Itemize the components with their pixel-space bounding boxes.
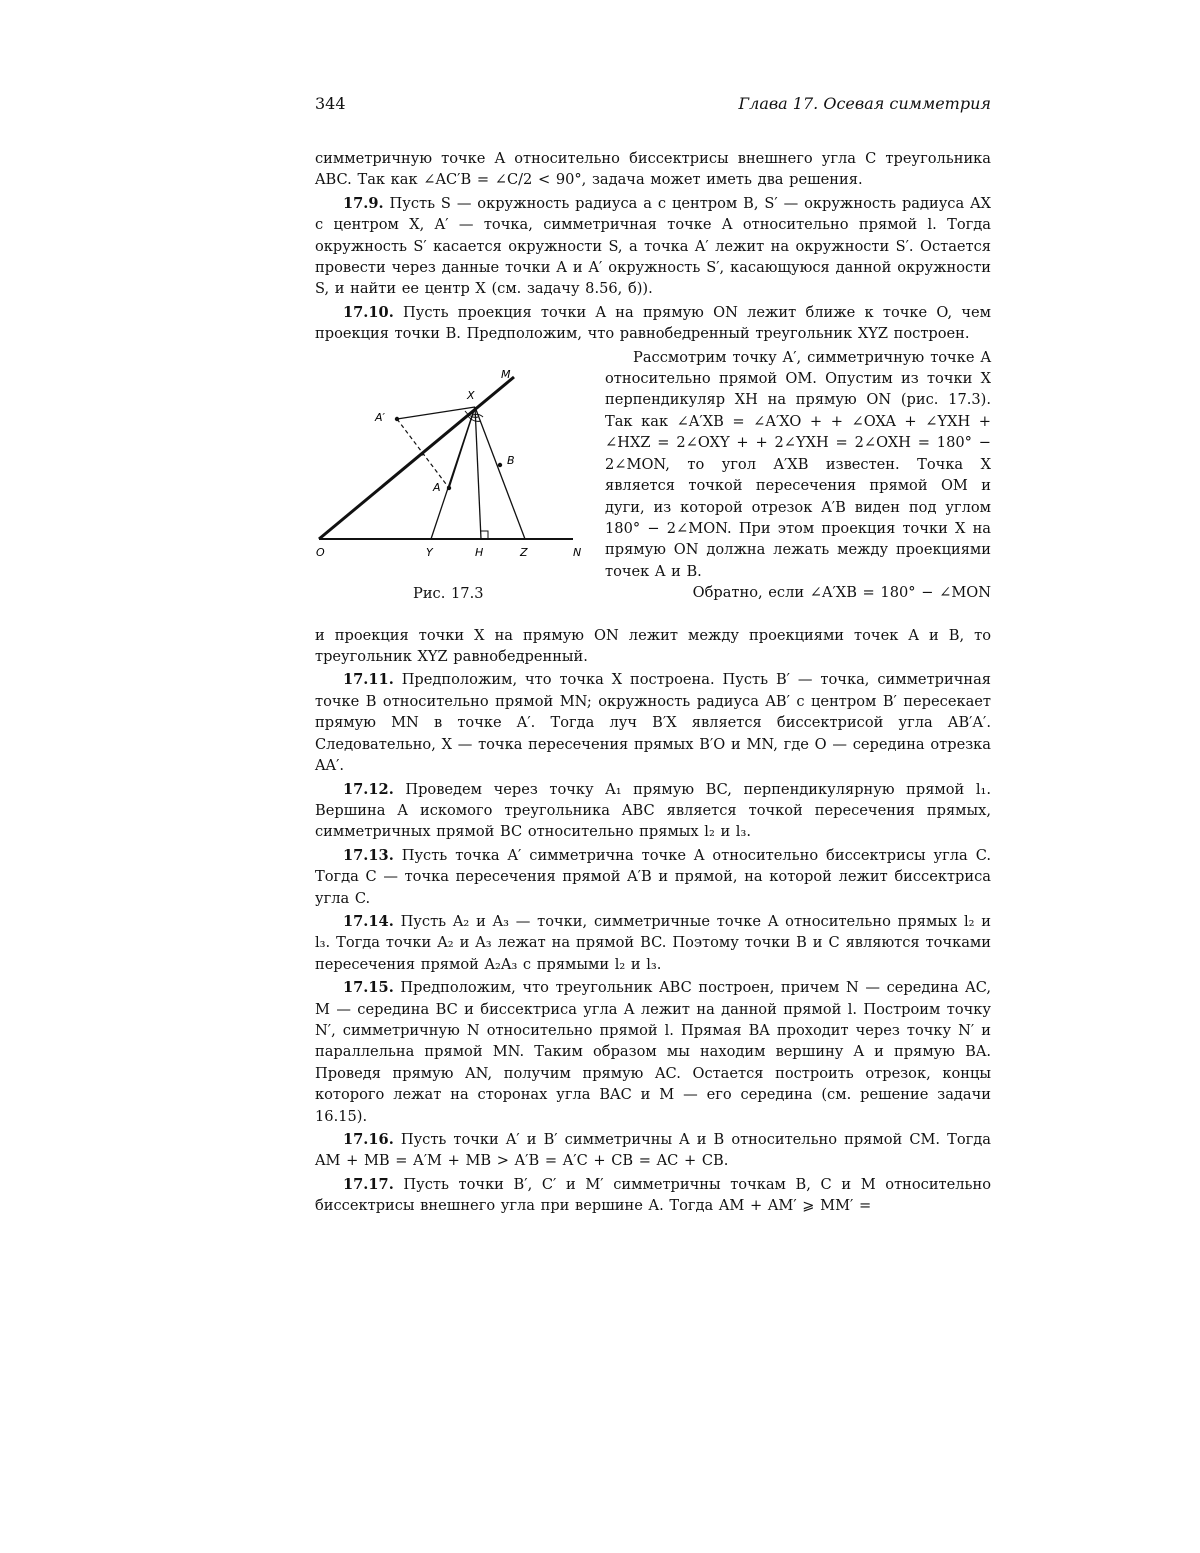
- solution-17-13: [315, 845, 991, 909]
- problem-number: 17.14.: [343, 913, 394, 930]
- paragraph: Рассмотрим точку A′, симметричную точке A относительно прямой OM. Опустим из точки X перпендикуляр XH на прямую ON (рис. 17.3). Так как ∠A′XB = ∠A′XO + + ∠OXA + ∠YXH + ∠HXZ = 2∠OXY + + 2∠YXH = 2∠OXH = 180° − 2∠MON, то угол A′XB известен. Точка X является точкой пересечения прямой OM и дуги, из которой отрезок A′B виден под углом 180° − 2∠MON. При этом проекция точки X на прямую ON должна лежать между проекциями точек A и B.: [605, 347, 991, 582]
- solution-text: Предположим, что треугольник ABC построен, причем N — середина AC, M — середина BC и биссектриса угла A лежит на данной прямой l. Построим точку N′, симметричную N относительно прямой l. Прямая BA проходит через точку N′ и параллельна прямой MN. Таким образом мы находим вершину A и прямую BA. Проведя прямую AN, получим прямую AC. Остается построить отрезок, концы которого лежат на сторонах угла BAC и M — его середина (см. решение задачи 16.15).: [315, 979, 991, 1124]
- solution-17-12: [315, 779, 991, 843]
- segment-XH: [475, 407, 481, 539]
- label-H: H: [475, 546, 483, 559]
- solution-17-15: [315, 977, 991, 1127]
- label-Y: Y: [426, 546, 434, 559]
- running-header: [315, 94, 991, 118]
- solution-17-17: [315, 1174, 991, 1217]
- problem-number: 17.17.: [343, 1176, 394, 1193]
- problem-number: 17.11.: [343, 671, 394, 688]
- figure-17-3: [315, 347, 591, 617]
- geometry-diagram: [315, 347, 591, 583]
- point-B: [498, 462, 502, 466]
- paragraph: симметричную точке A относительно биссектрисы внешнего угла C треугольника ABC. Так как ∠AC′B = ∠C/2 < 90°, задача может иметь два решения.: [315, 148, 991, 191]
- figure-caption: Рис. 17.3: [413, 583, 484, 604]
- label-M: M: [501, 368, 511, 381]
- problem-number: 17.13.: [343, 847, 394, 864]
- label-A: A: [432, 481, 441, 494]
- label-B: B: [507, 454, 515, 467]
- problem-number: 17.16.: [343, 1131, 394, 1148]
- point-A: [447, 485, 451, 489]
- solution-text: Предположим, что точка X построена. Пусть B′ — точка, симметричная точке B относительно прямой MN; окружность радиуса AB′ с центром B′ пересекает прямую MN в точке A′. Тогда луч B′X является биссектрисой угла AB′A′. Следовательно, X — точка пересечения прямых B′O и MN, где O — середина отрезка AA′.: [315, 671, 991, 774]
- label-A-prime: A′: [374, 411, 386, 424]
- label-N: N: [573, 546, 581, 559]
- solution-17-16: [315, 1129, 991, 1172]
- solution-text: Пусть S — окружность радиуса a с центром B, S′ — окружность радиуса AX с центром X, A′ — точка, симметричная точке A относительно прямой l. Тогда окружность S′ касается окружности S, а точка A′ лежит на окружности S′. Остается провести через данные точки A и A′ окружность S′, касающуюся данной окружности S, и найти ее центр X (см. задачу 8.56, б)).: [315, 195, 991, 298]
- running-title: Глава 17. Осевая симметрия: [739, 94, 991, 113]
- figure-side-text: [605, 347, 991, 604]
- body-text: [315, 148, 991, 1219]
- label-Z: Z: [519, 546, 528, 559]
- problem-number: 17.12.: [343, 781, 394, 798]
- solution-text: Пусть точки A′ и B′ симметричны A и B относительно прямой CM. Тогда AM + MB = A′M + MB > A′B = A′C + CB = AC + CB.: [315, 1131, 991, 1169]
- right-angle-mark: [481, 531, 488, 539]
- page-number: 344: [315, 94, 346, 113]
- problem-number: 17.9.: [343, 195, 384, 212]
- solution-text: Пусть A₂ и A₃ — точки, симметричные точке A относительно прямых l₂ и l₃. Тогда точки A₂ и A₃ лежат на прямой BC. Поэтому точки B и C являются точками пересечения прямой A₂A₃ с прямыми l₂ и l₃.: [315, 913, 991, 973]
- solution-17-10: [315, 302, 991, 345]
- problem-number: 17.10.: [343, 304, 394, 321]
- point-A-prime: [395, 416, 399, 420]
- paragraph: и проекция точки X на прямую ON лежит между проекциями точек A и B, то треугольник XYZ равнобедренный.: [315, 625, 991, 668]
- label-O: O: [316, 546, 325, 559]
- solution-text: Пусть точка A′ симметрична точке A относительно биссектрисы угла C. Тогда C — точка пересечения прямой A′B и прямой, на которой лежит биссектриса угла C.: [315, 847, 991, 907]
- solution-text: Пусть проекция точки A на прямую ON лежит ближе к точке O, чем проекция точки B. Предположим, что равнобедренный треугольник XYZ построен.: [315, 304, 991, 342]
- segment-XZ: [475, 407, 525, 539]
- point-midpoint: [420, 452, 423, 455]
- line-OM: [319, 377, 514, 539]
- paragraph: Обратно, если ∠A′XB = 180° − ∠MON: [605, 582, 991, 603]
- problem-number: 17.15.: [343, 979, 394, 996]
- figure-block: [315, 347, 991, 625]
- solution-17-14: [315, 911, 991, 975]
- solution-17-9: [315, 193, 991, 300]
- solution-text: Проведем через точку A₁ прямую BC, перпендикулярную прямой l₁. Вершина A искомого треугольника ABC является точкой пересечения прямых, симметричных прямой BC относительно прямых l₂ и l₃.: [315, 781, 991, 841]
- solution-17-11: [315, 669, 991, 776]
- solution-text: Пусть точки B′, C′ и M′ симметричны точкам B, C и M относительно биссектрисы внешнего угла при вершине A. Тогда AM + AM′ ⩾ MM′ =: [315, 1176, 991, 1214]
- label-X: X: [466, 389, 475, 402]
